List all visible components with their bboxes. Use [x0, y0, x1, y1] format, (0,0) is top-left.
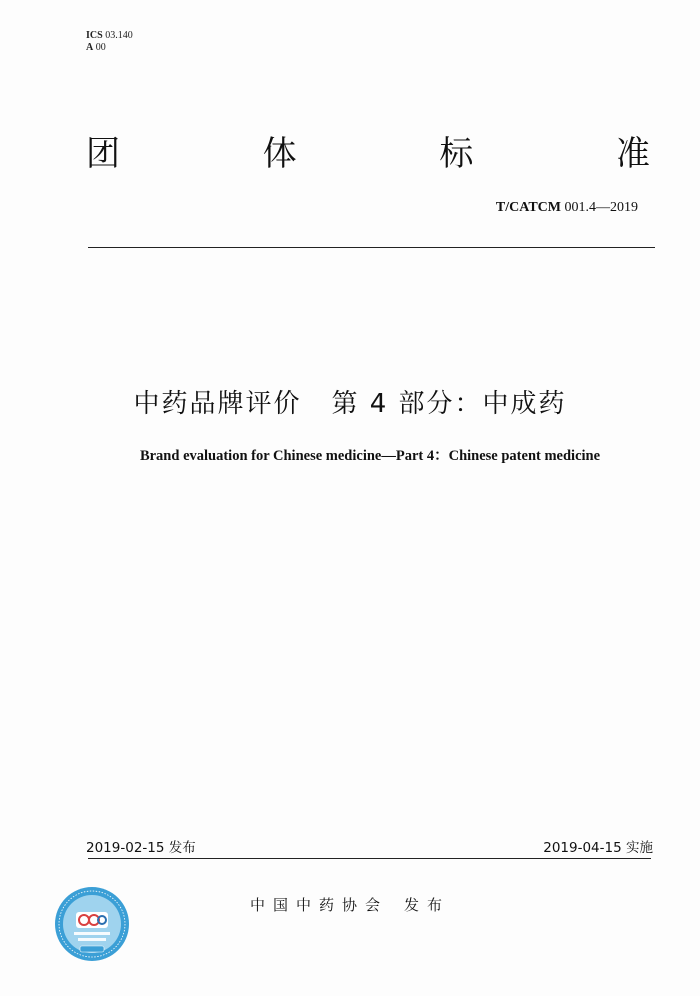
ccs-line [86, 42, 133, 54]
standard-number [496, 200, 638, 216]
ccs-code: 00 [95, 42, 106, 53]
implement-date: 2019-04-15 [543, 840, 622, 856]
publish-date-line [86, 836, 196, 856]
standard-prefix: T/CATCM [495, 200, 561, 215]
seal-bottom-banner [80, 946, 104, 952]
seal-text-strip [74, 932, 110, 935]
seal-text-strip [78, 938, 106, 941]
title-chinese-main: 中药品牌评价 [133, 389, 302, 419]
publish-date: 2019-02-15 [86, 840, 165, 856]
title-chinese-part: 第 4 部分：中成药 [331, 389, 567, 419]
issuer-line [250, 894, 450, 915]
implement-label: 实施 [626, 840, 653, 856]
title-english: Brand evaluation for Chinese medicine—Part 4：Chinese patent medicine [139, 448, 601, 464]
ics-code: 03.140 [105, 30, 133, 41]
standard-type-char: 准 [615, 134, 650, 174]
ics-label: ICS [86, 30, 103, 41]
publish-label: 发布 [168, 840, 196, 856]
implement-date-line [543, 836, 653, 856]
issuer-name: 中国中药协会 [250, 896, 389, 914]
top-divider [88, 247, 655, 248]
ics-line [86, 30, 133, 42]
standard-type-heading [86, 126, 650, 175]
classification-codes [86, 30, 133, 54]
standard-type-char: 团 [86, 134, 120, 174]
ccs-label: A [86, 42, 94, 53]
standard-code: 001.4—2019 [564, 200, 638, 215]
anti-counterfeit-seal-icon [54, 886, 130, 962]
standard-type-char: 标 [439, 134, 474, 174]
bottom-divider [88, 858, 651, 859]
standard-type-char: 体 [262, 134, 297, 174]
title-chinese [0, 383, 700, 420]
issuer-action: 发布 [404, 896, 451, 914]
